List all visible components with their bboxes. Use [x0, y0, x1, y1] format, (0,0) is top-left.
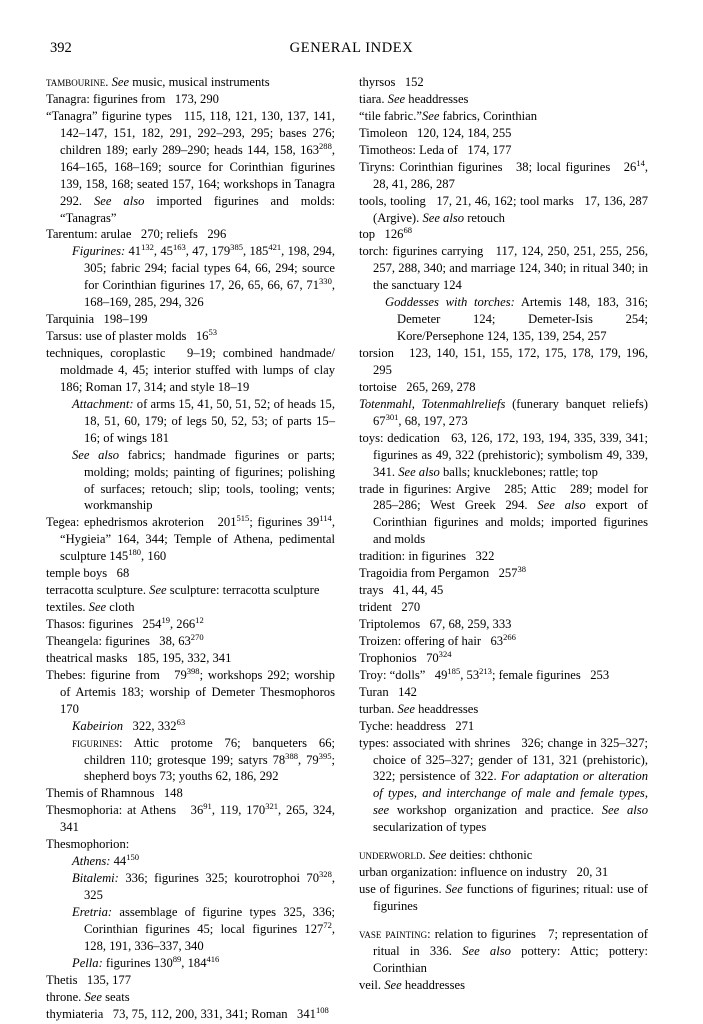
index-entry-turban: turban. See headdresses: [359, 701, 479, 716]
index-entry-temple-boys: temple boys 68: [46, 566, 130, 581]
index-entry-triptolemos: Triptolemos 67, 68, 259, 333: [359, 617, 512, 631]
index-entry-theangela: Theangela: figurines 38, $63^{270}$: [46, 631, 204, 648]
index-entry-veil: veil. See headdresses: [359, 977, 465, 992]
index-entry-tarquinia: Tarquinia 198–199: [46, 312, 148, 327]
index-entry-troy: Troy: “dolls” $49^{185}$, $53^{213}$; female figurines 253: [359, 665, 610, 682]
index-entry-kabeirion: Kabeirion 322, $332^{63}$: [72, 716, 186, 733]
index-entry-toys: toys: dedication 63, 126, 172, 193, 194, 335, 339, 341; figurines as 49, 322 (prehistoric); symbolism 49, 339, 341. See also balls; knucklebones; rattle; top: [359, 430, 648, 479]
index-entry-thetis: Thetis 135, 177: [46, 972, 132, 987]
index-entry-techniques-coroplastic: techniques, coroplastic 9–19; combined handmade/ moldmade 4, 45; interior stuffed with lumps of clay 186; Roman 17, 314; and style 18–19: [46, 346, 335, 394]
index-entry-trophonios: Trophonios $70^{324}$: [359, 648, 452, 665]
index-entry-tarentum: Tarentum: arulae 270; reliefs 296: [46, 227, 227, 242]
index-entry-tarentum-figurines: Figurines: $41^{132}$, $45^{163}$, 47, $179^{385}$, $185^{421}$, 198, 294, 305; fabric 294; facial types 64, 66, 294; source for Corinthian figurines 17, 26, 65, 66, 67, $71^{330}$, 168–169, 285, 294, 326: [72, 242, 336, 310]
index-entry-thesmophorion-athens: Athens: $44^{150}$: [72, 851, 140, 869]
index-entry-trade-in-figurines: trade in figurines: Argive 285; Attic 289; model for 285–286; West Greek 294. See also export of Corinthian figurines and molds; imported figurines and molds: [359, 481, 648, 547]
index-entry-tanagra-figurine-types: “Tanagra” figurine types 115, 118, 121, 130, 137, 141, 142–147, 151, 182, 291, 292–293, 295; bases 276; children 189; early 289–290; heads 144, 158, $163^{288}$, 164–165, 168–169; source for Corinthian figurines 139, 158, 168; seated 157, 164; workshops in Tanagra 292. See also imported figurines and molds: “Tanagras”: [46, 108, 335, 225]
index-columns: [46, 74, 657, 1023]
index-entry-timotheos: Timotheos: Leda of 174, 177: [359, 142, 512, 157]
index-entry-theatrical-masks: theatrical masks 185, 195, 332, 341: [46, 650, 232, 665]
index-entry-thasos: Thasos: figurines $254^{19}$, $266^{12}$: [46, 614, 204, 631]
index-entry-tragoidia: Tragoidia from Pergamon $257^{38}$: [359, 564, 527, 581]
right-column: [359, 74, 648, 994]
index-entry-thesmophorion-bitalemi: Bitalemi: 336; figurines 325; kourotrophoi $70^{328}$, 325: [72, 868, 335, 902]
index-entry-use-of-figurines: use of figurines. See functions of figurines; ritual: use of figurines: [359, 882, 649, 913]
index-entry-trident: trident 270: [359, 600, 421, 615]
index-entry-turan: Turan 142: [359, 684, 417, 699]
index-entry-tortoise: tortoise 265, 269, 278: [359, 379, 476, 394]
index-entry-torch: torch: figurines carrying 117, 124, 250, 251, 255, 256, 257, 288, 340; and marriage 124, 340; in ritual 340; in the sanctuary 124: [359, 244, 648, 293]
index-entry-kabeirion-figurines: figurines: Attic protome 76; banqueters 66; children 110; grotesque 199; satyrs $78^{388}$, $79^{395}$; shepherd boys 73; youths 62, 186, 292: [72, 735, 335, 784]
index-entry-torsion: torsion 123, 140, 151, 155, 172, 175, 178, 179, 196, 295: [359, 346, 648, 377]
index-entry-tiara: tiara. See headdresses: [359, 91, 469, 106]
index-entry-thesmophorion-pella: Pella: figurines $130^{89}$, $184^{416}$: [72, 953, 220, 970]
index-entry-thymiateria: thymiateria 73, 75, 112, 200, 331, 341; Roman $341^{108}$: [46, 1004, 329, 1021]
index-entry-underworld: underworld. See deities: chthonic: [359, 848, 533, 863]
page-number: 392: [50, 40, 72, 56]
page-header: [46, 40, 657, 74]
index-entry-thesmophorion-eretria: Eretria: assemblage of figurine types 325, 336; Corinthian figurines 45; local figurines $127^{72}$, 128, 191, 336–337, 340: [72, 904, 335, 953]
index-entry-textiles: textiles. See cloth: [46, 600, 135, 615]
entry-separator: [359, 915, 648, 926]
entry-separator: [359, 836, 648, 847]
index-entry-thesmophorion: Thesmophorion:: [46, 837, 130, 852]
index-entry-tambourine: tambourine. See music, musical instruments: [46, 75, 270, 89]
index-entry-top: top $126^{68}$: [359, 225, 412, 242]
left-column: [46, 74, 335, 1023]
running-head: GENERAL INDEX: [289, 40, 414, 56]
index-entry-tools-tooling: tools, tooling 17, 21, 46, 162; tool marks 17, 136, 287 (Argive). See also retouch: [359, 193, 648, 225]
index-entry-terracotta-sculpture: terracotta sculpture. See sculpture: terracotta sculpture: [46, 583, 320, 598]
index-entry-tyche: Tyche: headdress 271: [359, 718, 475, 733]
index-entry-thyrsos: thyrsos 152: [359, 75, 424, 89]
index-entry-tegea: Tegea: ephedrismos akroterion $201^{515}$; figurines $39^{114}$, “Hygieia” 164, 344; Temple of Athena, pedimental sculpture $145^{180}$, 160: [46, 513, 335, 564]
index-entry-themis-of-rhamnous: Themis of Rhamnous 148: [46, 786, 183, 801]
index-entry-urban-organization: urban organization: influence on industry 20, 31: [359, 865, 609, 880]
index-entry-see-also-fabrics: See also fabrics; handmade figurines or parts; molding; molds; painting of figurines; polishing of surfaces; retouch; slip; tools, tooling; vents; workmanship: [72, 447, 335, 513]
index-entry-thebes: Thebes: figurine from $79^{398}$; workshops 292; worship of Artemis 183; worship of Demeter Thesmophoros 170: [46, 665, 335, 716]
index-entry-goddesses-with-torches: Goddesses with torches: Artemis 148, 183, 316; Demeter 124; Demeter-Isis 254; Kore/Persephone 124, 135, 139, 254, 257: [385, 295, 648, 344]
index-entry-vase-painting: vase painting: relation to figurines 7; representation of ritual in 336. See also pottery: Attic; pottery: Corinthian: [359, 926, 649, 975]
index-entry-tile-fabric: “tile fabric.”See fabrics, Corinthian: [359, 108, 537, 123]
index-entry-totenmahl: Totenmahl, Totenmahlreliefs (funerary banquet reliefs) $67^{301}$, 68, 197, 273: [359, 396, 648, 428]
index-entry-attachment: Attachment: of arms 15, 41, 50, 51, 52; of heads 15, 18, 51, 60, 179; of legs 50, 52, 53; of parts 15–16; of wings 181: [72, 396, 335, 445]
index-entry-tanagra-figurines-from: Tanagra: figurines from 173, 290: [46, 91, 219, 106]
index-entry-types: types: associated with shrines 326; change in 325–327; choice of 325–327; gender of 131, 321 (prehistoric), 322; persistence of 322. For adaptation or alteration of types, and interchange of male and female types, see workshop organization and practice. See also secularization of types: [359, 735, 648, 835]
index-entry-timoleon: Timoleon 120, 124, 184, 255: [359, 125, 512, 140]
index-entry-tarsus: Tarsus: use of plaster molds $16^{53}$: [46, 326, 218, 344]
index-entry-tiryns: Tiryns: Corinthian figurines 38; local figurines $26^{14}$, 28, 41, 286, 287: [359, 157, 648, 191]
index-entry-throne: throne. See seats: [46, 989, 130, 1004]
index-entry-thesmophoria: Thesmophoria: at Athens $36^{91}$, 119, $170^{321}$, 265, 324, 341: [46, 801, 335, 835]
index-entry-trays: trays 41, 44, 45: [359, 583, 444, 598]
index-entry-troizen: Troizen: offering of hair $63^{266}$: [359, 631, 516, 648]
index-entry-tradition: tradition: in figurines 322: [359, 549, 495, 564]
